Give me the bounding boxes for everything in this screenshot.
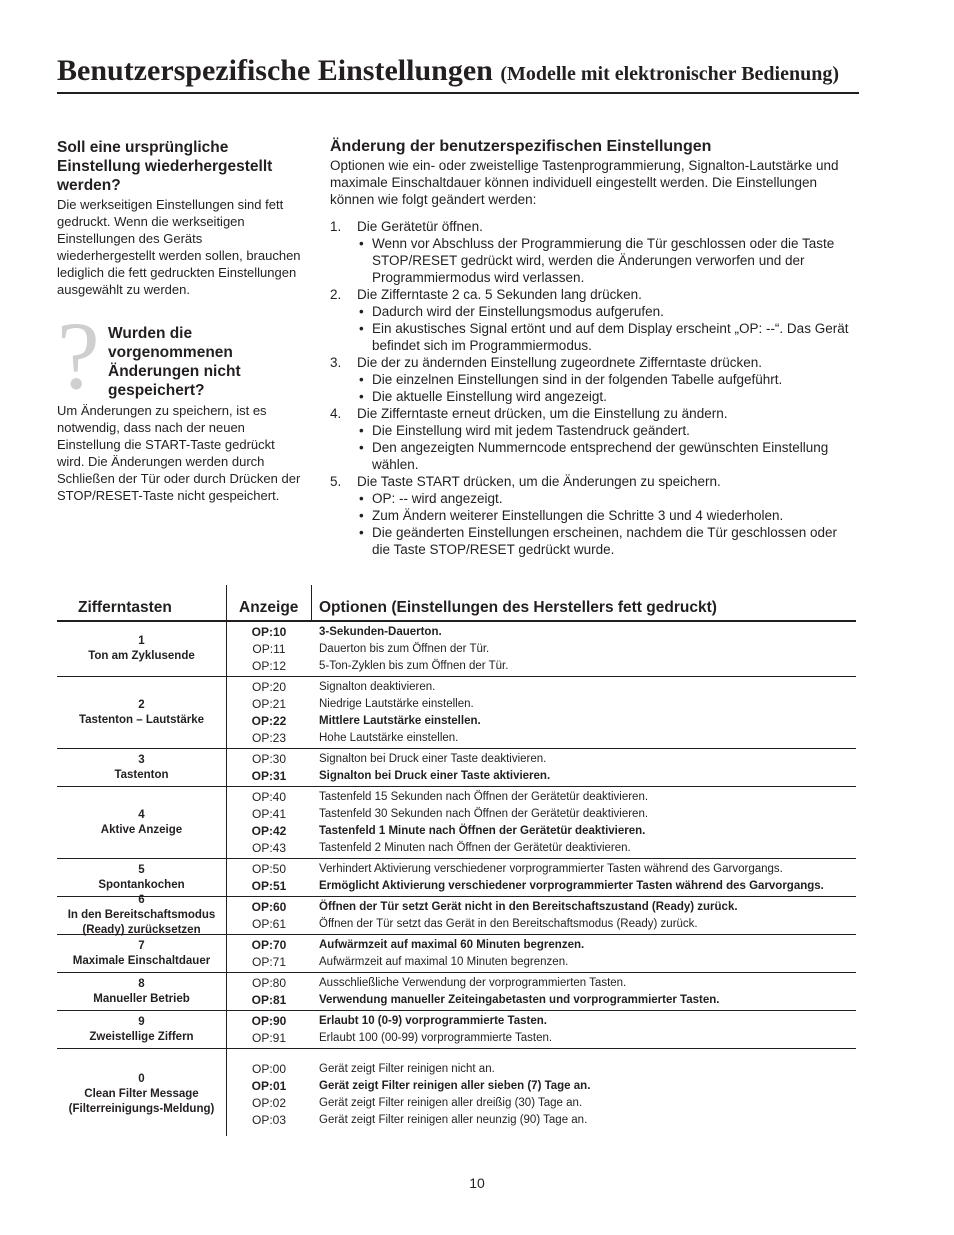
bullet-item xyxy=(357,235,855,286)
setting-code: OP:80 xyxy=(251,975,287,990)
setting-code: OP:12 xyxy=(251,658,287,673)
bullet-glyph: • xyxy=(359,236,364,251)
setting-key xyxy=(57,624,226,675)
setting-option: Signalton bei Druck einer Taste aktivieren. xyxy=(319,769,551,782)
step-text: Die Zifferntaste 2 ca. 5 Sekunden lang drücken. xyxy=(357,287,642,302)
not-saved-text: Um Änderungen zu speichern, ist es notwendig, dass nach der neuen Einstellung die START-Taste gedrückt wird. Die Änderungen werden durch Schließen der Tür oder durch Drücken der STOP/RESET-Taste nicht gespeichert. xyxy=(57,403,301,503)
setting-code: OP:03 xyxy=(251,1112,287,1127)
setting-code: OP:02 xyxy=(251,1095,287,1110)
table-row xyxy=(57,935,856,973)
restore-heading: Soll eine ursprüngliche Einstellung wiederhergestellt werden? xyxy=(57,139,273,194)
setting-code: OP:10 xyxy=(251,624,287,639)
bullet-text: Die aktuelle Einstellung wird angezeigt. xyxy=(372,389,607,404)
setting-option: Gerät zeigt Filter reinigen aller neunzig (90) Tage an. xyxy=(319,1113,588,1126)
bullet-text: Zum Ändern weiterer Einstellungen die Schritte 3 und 4 wiederholen. xyxy=(372,508,784,523)
step-text: Die Taste START drücken, um die Änderungen zu speichern. xyxy=(357,474,721,489)
setting-options xyxy=(319,679,859,747)
bullet-item xyxy=(357,388,855,405)
table-row xyxy=(57,677,856,749)
page-title-main: Benutzerspezifische Einstellungen xyxy=(57,54,493,87)
setting-options xyxy=(319,975,859,1009)
bullet-text: Die geänderten Einstellungen erscheinen, nachdem die Tür geschlossen oder die Taste STOP/RESET gedrückt wurde. xyxy=(372,525,838,557)
header-keys: Zifferntasten xyxy=(78,599,172,616)
setting-code: OP:50 xyxy=(251,861,287,876)
setting-key xyxy=(57,751,226,785)
setting-option: Erlaubt 100 (00-99) vorprogrammierte Tasten. xyxy=(319,1031,553,1044)
setting-code: OP:90 xyxy=(251,1013,287,1028)
bullet-text: Dadurch wird der Einstellungsmodus aufgerufen. xyxy=(372,304,664,319)
setting-code: OP:41 xyxy=(251,806,287,821)
step-text: Die Gerätetür öffnen. xyxy=(357,219,483,234)
setting-codes xyxy=(227,624,311,675)
bullet-text: OP: -- wird angezeigt. xyxy=(372,491,503,506)
setting-option: Aufwärmzeit auf maximal 10 Minuten begrenzen. xyxy=(319,955,569,968)
setting-code: OP:40 xyxy=(251,789,287,804)
step-bullets xyxy=(357,371,855,405)
table-row xyxy=(57,859,856,897)
setting-options xyxy=(319,861,859,895)
bullet-glyph: • xyxy=(359,423,364,438)
setting-key-name: Tastenton – Lautstärke xyxy=(78,713,205,726)
steps-list xyxy=(330,218,855,558)
setting-key-name: Ton am Zyklusende xyxy=(88,650,195,662)
setting-key-number: 8 xyxy=(138,977,145,990)
setting-code: OP:30 xyxy=(251,751,287,766)
setting-key xyxy=(57,861,226,895)
setting-key-number: 1 xyxy=(138,635,145,647)
left-column xyxy=(57,138,302,504)
setting-options xyxy=(319,1061,859,1129)
setting-options xyxy=(319,624,859,675)
setting-code: OP:23 xyxy=(251,730,287,745)
setting-key-number: 9 xyxy=(138,1015,145,1028)
setting-code: OP:70 xyxy=(251,937,287,952)
setting-codes xyxy=(227,789,311,857)
bullet-glyph: • xyxy=(359,321,364,336)
step-number: 2. xyxy=(330,287,342,302)
table-row xyxy=(57,749,856,787)
not-saved-heading: Wurden die vorgenommenen Änderungen nicht gespeichert? xyxy=(108,325,241,399)
bullet-glyph: • xyxy=(359,372,364,387)
setting-key-name: Maximale Einschaltdauer xyxy=(72,954,211,967)
setting-option: Erlaubt 10 (0-9) vorprogrammierte Tasten. xyxy=(319,1014,547,1027)
table-row xyxy=(57,894,856,936)
step-number: 4. xyxy=(330,406,342,421)
bullet-glyph: • xyxy=(359,440,364,455)
title-rule xyxy=(57,92,859,94)
setting-key-name: Spontankochen xyxy=(98,878,185,891)
table-row xyxy=(57,787,856,859)
bullet-glyph: • xyxy=(359,491,364,506)
setting-key-number: 4 xyxy=(138,808,145,821)
setting-code: OP:31 xyxy=(251,768,287,783)
setting-code: OP:00 xyxy=(251,1061,287,1076)
table-row xyxy=(57,622,856,677)
setting-option: Tastenfeld 30 Sekunden nach Öffnen der Gerätetür deaktivieren. xyxy=(319,807,649,820)
setting-option: Dauerton bis zum Öffnen der Tür. xyxy=(319,642,490,655)
header-display: Anzeige xyxy=(239,599,299,616)
bullet-item xyxy=(357,320,855,354)
setting-codes xyxy=(227,937,311,971)
setting-codes xyxy=(227,1061,311,1129)
setting-key xyxy=(57,975,226,1009)
setting-option: Öffnen der Tür setzt das Gerät in den Bereitschaftsmodus (Ready) zurück. xyxy=(319,917,698,930)
header-divider-1 xyxy=(226,585,227,622)
table-row xyxy=(57,1049,856,1140)
page-title-sub: (Modelle mit elektronischer Bedienung) xyxy=(500,63,839,85)
setting-options xyxy=(319,751,859,785)
setting-key-number: 2 xyxy=(138,698,145,711)
setting-code: OP:61 xyxy=(251,916,287,931)
setting-option: Signalton deaktivieren. xyxy=(319,680,436,693)
step-item xyxy=(330,218,855,286)
setting-key-name: In den Bereitschaftsmodus (Ready) zurücksetzen xyxy=(67,909,216,936)
setting-option: Tastenfeld 2 Minuten nach Öffnen der Gerätetür deaktivieren. xyxy=(319,841,631,854)
step-item xyxy=(330,473,855,558)
setting-key-number: 0 xyxy=(138,1073,145,1085)
bullet-text: Ein akustisches Signal ertönt und auf dem Display erscheint „OP: --“. Das Gerät befindet sich im Programmiermodus. xyxy=(372,321,849,353)
setting-key xyxy=(57,679,226,747)
bullet-glyph: • xyxy=(359,389,364,404)
bullet-text: Die einzelnen Einstellungen sind in der folgenden Tabelle aufgeführt. xyxy=(372,372,783,387)
setting-key xyxy=(57,894,226,936)
setting-option: Ausschließliche Verwendung der vorprogrammierten Tasten. xyxy=(319,976,627,989)
setting-option: Hohe Lautstärke einstellen. xyxy=(319,731,459,744)
setting-option: 5-Ton-Zyklen bis zum Öffnen der Tür. xyxy=(319,659,509,672)
setting-code: OP:81 xyxy=(251,992,287,1007)
bullet-item xyxy=(357,524,855,558)
setting-code: OP:91 xyxy=(251,1030,287,1045)
setting-option: Aufwärmzeit auf maximal 60 Minuten begrenzen. xyxy=(319,938,585,951)
setting-option: Signalton bei Druck einer Taste deaktivieren. xyxy=(319,752,547,765)
bullet-item xyxy=(357,439,855,473)
table-row xyxy=(57,973,856,1011)
page-number: 10 xyxy=(469,1175,485,1191)
setting-options xyxy=(319,1013,859,1047)
setting-code: OP:22 xyxy=(251,713,287,728)
setting-key xyxy=(57,1013,226,1047)
step-number: 5. xyxy=(330,474,342,489)
setting-option: Ermöglicht Aktivierung verschiedener vorprogrammierter Tasten während des Garvorgangs. xyxy=(319,879,824,892)
step-number: 3. xyxy=(330,355,342,370)
setting-option: 3-Sekunden-Dauerton. xyxy=(319,625,442,638)
setting-key-name: Manueller Betrieb xyxy=(93,992,190,1005)
bullet-text: Die Einstellung wird mit jedem Tastendruck geändert. xyxy=(372,423,690,438)
setting-option: Tastenfeld 1 Minute nach Öffnen der Gerätetür deaktivieren. xyxy=(319,824,646,837)
setting-key-number: 7 xyxy=(138,939,145,952)
setting-key-number: 6 xyxy=(138,894,145,906)
setting-codes xyxy=(227,861,311,895)
setting-code: OP:42 xyxy=(251,823,287,838)
setting-option: Tastenfeld 15 Sekunden nach Öffnen der Gerätetür deaktivieren. xyxy=(319,790,649,803)
setting-code: OP:43 xyxy=(251,840,287,855)
setting-key-name: Aktive Anzeige xyxy=(100,823,183,836)
setting-key-name: Tastenton xyxy=(114,768,169,781)
setting-option: Öffnen der Tür setzt Gerät nicht in den Bereitschaftszustand (Ready) zurück. xyxy=(319,900,738,913)
setting-codes xyxy=(227,899,311,933)
setting-code: OP:60 xyxy=(251,899,287,914)
setting-options xyxy=(319,789,859,857)
section-intro: Optionen wie ein- oder zweistellige Tastenprogrammierung, Signalton-Lautstärke und maximale Einschaltdauer können individuell eingestellt werden. Die Einstellungen können wie folgt geändert werden: xyxy=(330,158,839,207)
header-options: Optionen (Einstellungen des Herstellers fett gedruckt) xyxy=(319,599,717,616)
bullet-text: Den angezeigten Nummerncode entsprechend der gewünschten Einstellung wählen. xyxy=(372,440,829,472)
step-bullets xyxy=(357,422,855,473)
step-item xyxy=(330,286,855,354)
setting-key-number: 5 xyxy=(138,863,145,876)
header-divider-2 xyxy=(311,585,312,622)
section-heading: Änderung der benutzerspezifischen Einstellungen xyxy=(330,138,712,155)
setting-option: Gerät zeigt Filter reinigen nicht an. xyxy=(319,1062,495,1075)
setting-key xyxy=(57,937,226,971)
bullet-glyph: • xyxy=(359,508,364,523)
step-number: 1. xyxy=(330,219,342,234)
setting-key-number: 3 xyxy=(138,753,145,766)
setting-option: Verwendung manueller Zeiteingabetasten und vorprogrammierter Tasten. xyxy=(319,993,720,1006)
step-bullets xyxy=(357,490,855,558)
step-bullets xyxy=(357,303,855,354)
setting-key-name: Clean Filter Message (Filterreinigungs-Meldung) xyxy=(68,1088,215,1115)
setting-key-name: Zweistellige Ziffern xyxy=(89,1030,194,1043)
table-header xyxy=(57,585,856,622)
right-column xyxy=(330,137,855,558)
bullet-text: Wenn vor Abschluss der Programmierung die Tür geschlossen oder die Taste STOP/RESET gedrückt wird, werden die Änderungen verworfen und der Programmiermodus wird verlassen. xyxy=(372,236,835,285)
not-saved-box xyxy=(57,302,302,504)
setting-codes xyxy=(227,751,311,785)
bullet-glyph: • xyxy=(359,304,364,319)
bullet-item xyxy=(357,303,855,320)
bullet-glyph: • xyxy=(359,525,364,540)
step-item xyxy=(330,405,855,473)
bullet-item xyxy=(357,422,855,439)
step-item xyxy=(330,354,855,405)
setting-options xyxy=(319,937,859,971)
restore-text: Die werkseitigen Einstellungen sind fett gedruckt. Wenn die werkseitigen Einstellungen des Geräts wiederhergestellt werden sollen, brauchen lediglich die fett gedruckten Einstellungen ausgewählt zu werden. xyxy=(57,197,301,297)
page-title xyxy=(57,54,859,91)
setting-code: OP:71 xyxy=(251,954,287,969)
setting-options xyxy=(319,899,859,933)
setting-key xyxy=(57,1051,226,1139)
question-mark-icon: ? xyxy=(57,302,100,409)
setting-code: OP:01 xyxy=(251,1078,287,1093)
bullet-item xyxy=(357,507,855,524)
setting-codes xyxy=(227,1013,311,1047)
step-text: Die der zu ändernden Einstellung zugeordnete Zifferntaste drücken. xyxy=(357,355,763,370)
setting-option: Gerät zeigt Filter reinigen aller dreißig (30) Tage an. xyxy=(319,1096,583,1109)
setting-code: OP:20 xyxy=(251,679,287,694)
setting-code: OP:21 xyxy=(251,696,287,711)
setting-codes xyxy=(227,679,311,747)
setting-codes xyxy=(227,975,311,1009)
setting-code: OP:11 xyxy=(252,641,286,656)
setting-option: Verhindert Aktivierung verschiedener vorprogrammierter Tasten während des Garvorgangs. xyxy=(319,862,783,875)
setting-code: OP:51 xyxy=(251,878,287,893)
step-bullets xyxy=(357,235,855,286)
table-row xyxy=(57,1011,856,1049)
bullet-item xyxy=(357,490,855,507)
setting-key xyxy=(57,789,226,857)
setting-option: Gerät zeigt Filter reinigen aller sieben (7) Tage an. xyxy=(319,1079,591,1092)
setting-option: Mittlere Lautstärke einstellen. xyxy=(319,714,481,727)
step-text: Die Zifferntaste erneut drücken, um die Einstellung zu ändern. xyxy=(357,406,728,421)
bullet-item xyxy=(357,371,855,388)
setting-option: Niedrige Lautstärke einstellen. xyxy=(319,697,474,710)
